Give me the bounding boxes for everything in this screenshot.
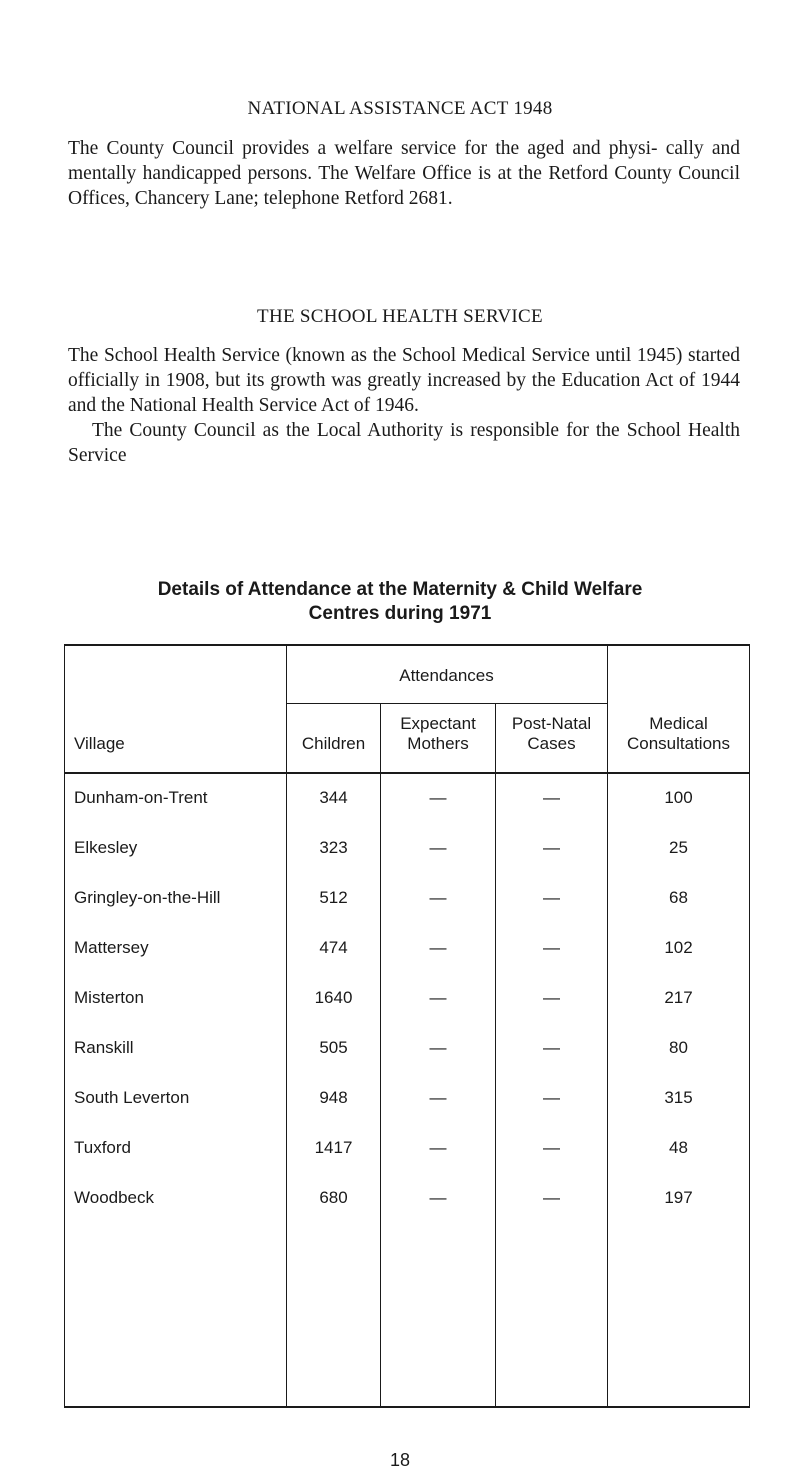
cell-village: South Leverton — [74, 1088, 190, 1107]
cell-village: Gringley-on-the-Hill — [74, 888, 221, 907]
cell-village: Misterton — [74, 988, 144, 1007]
cell-expectant: — — [429, 1138, 447, 1157]
cell-medical: 217 — [664, 988, 693, 1007]
cell-expectant: — — [429, 788, 447, 807]
attendances-group-rule — [286, 703, 607, 704]
cell-children: 505 — [319, 1038, 348, 1057]
cell-children: 1417 — [314, 1138, 353, 1157]
header-expectant-mothers: Expectant Mothers — [400, 714, 476, 753]
cell-medical: 25 — [669, 838, 688, 857]
header-children: Children — [301, 734, 366, 753]
cell-expectant: — — [429, 1088, 447, 1107]
cell-children: 474 — [319, 938, 348, 957]
cell-postnatal: — — [543, 988, 560, 1007]
school-health-heading: THE SCHOOL HEALTH SERVICE — [257, 306, 543, 327]
cell-medical: 102 — [664, 938, 693, 957]
cell-children: 948 — [319, 1088, 348, 1107]
cell-postnatal: — — [543, 938, 560, 957]
cell-village: Elkesley — [74, 838, 138, 857]
table-bottom-rule — [64, 1406, 750, 1408]
national-assistance-heading: NATIONAL ASSISTANCE ACT 1948 — [247, 98, 553, 119]
cell-postnatal: — — [543, 1138, 560, 1157]
table-right-border — [749, 644, 750, 1406]
cell-village: Tuxford — [74, 1138, 132, 1157]
column-divider-children — [286, 644, 287, 1406]
cell-medical: 100 — [664, 788, 693, 807]
cell-children: 344 — [319, 788, 348, 807]
cell-postnatal: — — [543, 1088, 560, 1107]
cell-expectant: — — [429, 988, 447, 1007]
cell-expectant: — — [429, 888, 447, 907]
cell-medical: 80 — [669, 1038, 688, 1057]
school-health-paragraph-2: The County Council as the Local Authority is responsible for the School Health Service — [68, 420, 740, 466]
header-medical-consultations: Medical Consultations — [626, 714, 730, 753]
cell-medical: 68 — [669, 888, 688, 907]
header-post-natal-cases: Post-Natal Cases — [511, 714, 592, 753]
cell-postnatal: — — [543, 788, 560, 807]
cell-village: Ranskill — [74, 1038, 134, 1057]
cell-postnatal: — — [543, 838, 560, 857]
cell-village: Woodbeck — [74, 1188, 155, 1207]
cell-expectant: — — [429, 1038, 447, 1057]
cell-medical: 315 — [664, 1088, 693, 1107]
cell-medical: 48 — [669, 1138, 688, 1157]
table-title-line-2: Centres during 1971 — [308, 603, 492, 624]
cell-expectant: — — [429, 1188, 447, 1207]
cell-children: 680 — [319, 1188, 348, 1207]
table-left-border — [64, 644, 65, 1406]
header-bottom-rule — [64, 772, 750, 774]
cell-village: Dunham-on-Trent — [74, 788, 208, 807]
header-village: Village — [74, 734, 125, 753]
cell-children: 323 — [319, 838, 348, 857]
cell-children: 512 — [319, 888, 348, 907]
national-assistance-paragraph: The County Council provides a welfare service for the aged and physi- cally and mentally handicapped persons. The Welfare Office is at the Retford County Council Offices, Chancery Lane; telephone Retford 2681. — [68, 138, 740, 209]
table-title-line-1: Details of Attendance at the Maternity & Child Welfare — [157, 579, 643, 600]
school-health-paragraph-1: The School Health Service (known as the School Medical Service until 1945) started officially in 1908, but its growth was greatly increased by the Education Act of 1944 and the National Health Service Act of 1946. — [68, 345, 740, 416]
cell-postnatal: — — [543, 1188, 560, 1207]
cell-medical: 197 — [664, 1188, 693, 1207]
column-divider-medical — [607, 644, 608, 1406]
attendances-group-header: Attendances — [399, 666, 494, 685]
cell-expectant: — — [429, 838, 447, 857]
cell-postnatal: — — [543, 1038, 560, 1057]
table-top-rule — [64, 644, 750, 646]
cell-postnatal: — — [543, 888, 560, 907]
page-number: 18 — [389, 1450, 411, 1470]
cell-village: Mattersey — [74, 938, 149, 957]
cell-expectant: — — [429, 938, 447, 957]
cell-children: 1640 — [314, 988, 353, 1007]
